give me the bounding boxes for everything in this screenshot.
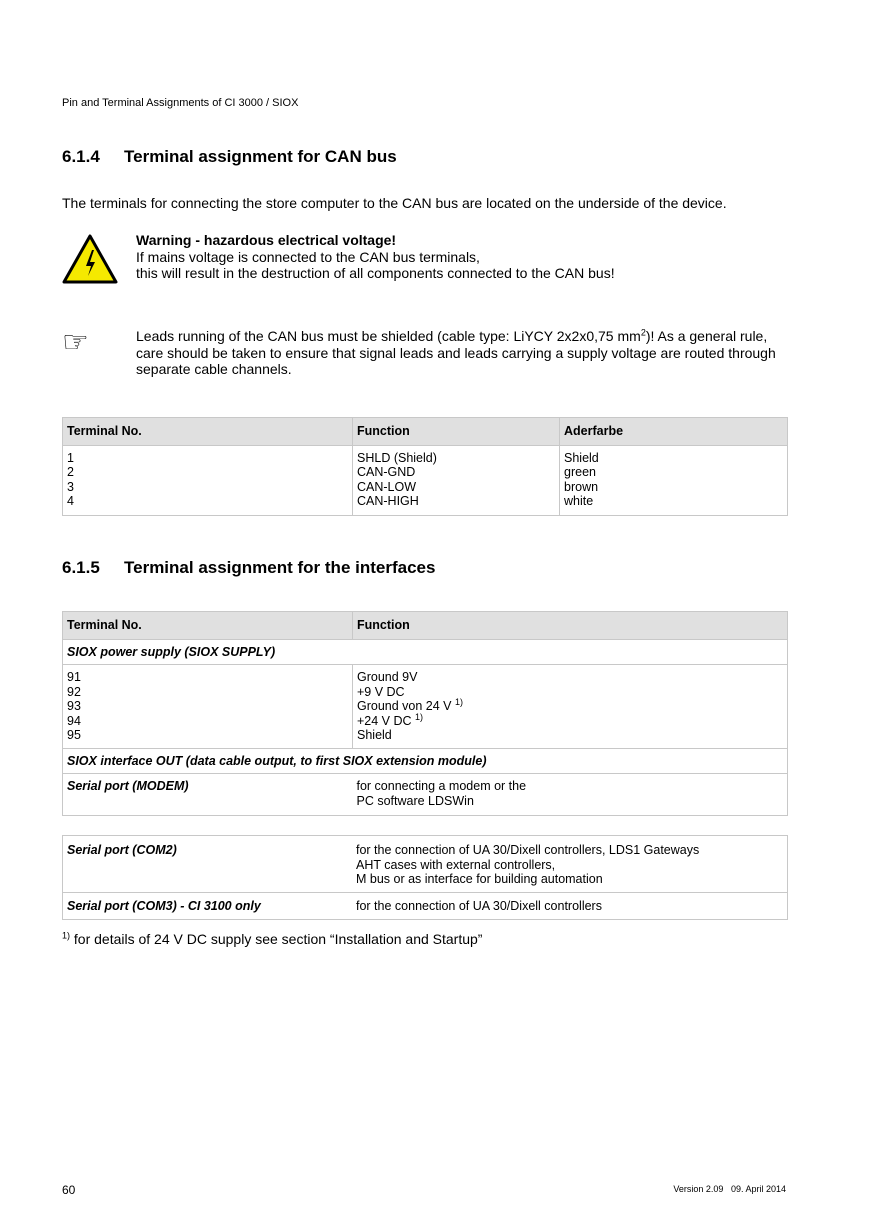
column-header: Terminal No. — [63, 612, 353, 640]
running-header: Pin and Terminal Assignments of CI 3000 / SIOX — [62, 97, 299, 109]
section-heading-6-1-5: 6.1.5 Terminal assignment for the interfaces — [62, 558, 436, 577]
table-row — [63, 445, 788, 515]
warning-line: If mains voltage is connected to the CAN bus terminals, — [136, 248, 480, 265]
group-row: SIOX interface OUT (data cable output, to first SIOX extension module) — [63, 748, 788, 774]
function-cell: for the connection of UA 30/Dixell controllers, LDS1 Gateways AHT cases with external controllers, M bus or as interface for building automation — [352, 836, 788, 893]
version-info: Version 2.09 09. April 2014 — [673, 1184, 786, 1194]
table-row — [63, 665, 788, 749]
table-row: Serial port (COM2) for the connection of UA 30/Dixell controllers, LDS1 Gateways AHT cases with external controllers, M bus or as interface for building automation — [63, 836, 788, 893]
pointing-hand-icon: ☞ — [62, 326, 89, 359]
interfaces-table — [62, 611, 788, 816]
table-header-row — [63, 418, 788, 446]
column-header: Function — [353, 612, 788, 640]
table-row: Serial port (COM3) - CI 3100 only for the connection of UA 30/Dixell controllers — [63, 892, 788, 920]
table-row: Serial port (MODEM) for connecting a modem or the PC software LDSWin — [63, 774, 788, 816]
page-number: 60 — [62, 1183, 76, 1197]
terminal-cell: 1 2 3 4 — [63, 445, 353, 515]
section-heading-6-1-4: 6.1.4 Terminal assignment for CAN bus — [62, 147, 397, 166]
warning-line: this will result in the destruction of all components connected to the CAN bus! — [136, 265, 615, 281]
terminal-cell: 91 92 93 94 95 — [63, 665, 353, 749]
column-header: Aderfarbe — [560, 418, 788, 446]
note-paragraph: Leads running of the CAN bus must be shielded (cable type: LiYCY 2x2x0,75 $mm^2$)! As a general rule, care should be taken to ensure that signal leads and leads carrying a supply voltage are routed through separate cable channels. — [136, 327, 776, 377]
high-voltage-warning-icon — [62, 234, 118, 284]
intro-paragraph: The terminals for connecting the store computer to the CAN bus are located on the underside of the device. — [62, 195, 727, 211]
footnote: $^{1)}$ for details of 24 V DC supply see section “Installation and Startup” — [62, 930, 483, 947]
column-header: Function — [353, 418, 560, 446]
function-cell: Ground 9V +9 V DC Ground von 24 V $^{1)}$ +24 V DC $^{1)}$ Shield — [353, 665, 788, 749]
warning-title: Warning - hazardous electrical voltage! — [136, 232, 397, 248]
com-ports-table — [62, 835, 788, 920]
group-row: SIOX power supply (SIOX SUPPLY) — [63, 639, 788, 665]
warning-block — [136, 232, 615, 282]
table-header-row — [63, 612, 788, 640]
can-bus-table — [62, 417, 788, 516]
function-cell: SHLD (Shield) CAN-GND CAN-LOW CAN-HIGH — [353, 445, 560, 515]
color-cell: Shield green brown white — [560, 445, 788, 515]
function-cell: for connecting a modem or the PC software LDSWin — [353, 774, 788, 816]
column-header: Terminal No. — [63, 418, 353, 446]
